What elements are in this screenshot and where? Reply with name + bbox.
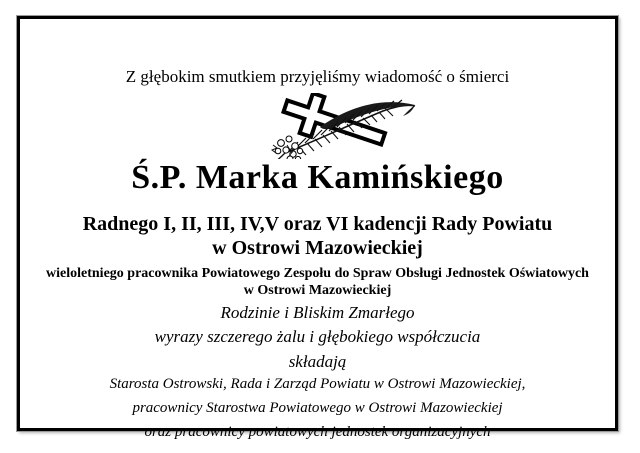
council-role-line-2: w Ostrowi Mazowieckiej: [212, 237, 423, 259]
employment-line-2: w Ostrowi Mazowieckiej: [243, 282, 392, 298]
condolence-expression-line: wyrazy szczerego żalu i głębokiego współczucia: [154, 327, 481, 347]
notice-border-frame: [17, 16, 618, 440]
condolence-verb-line: składają: [288, 351, 347, 371]
condolence-recipient-line: Rodzinie i Bliskim Zmarłego: [220, 303, 415, 322]
signatories-line-1: Starosta Ostrowski, Rada i Zarząd Powiatu w Ostrowi Mazowieckiej,: [109, 376, 526, 392]
intro-line: Z głębokim smutkiem przyjęliśmy wiadomość o śmierci: [125, 67, 510, 86]
signatories-block: [20, 372, 615, 444]
employment-line-1: wieloletniego pracownika Powiatowego Zespołu do Spraw Obsługi Jednostek Oświatowych: [46, 266, 589, 281]
employment-block: [20, 266, 615, 299]
cross-palm-icon: [265, 93, 417, 159]
signatories-line-3: oraz pracownicy powiatowych jednostek organizacyjnych: [144, 424, 491, 440]
deceased-name: Ś.P. Marka Kamińskiego: [131, 159, 504, 196]
council-role-line-1: Radnego I, II, III, IV,V oraz VI kadencji Rady Powiatu: [82, 213, 553, 235]
signatories-line-2: pracownicy Starostwa Powiatowego w Ostrowi Mazowieckiej: [132, 400, 503, 416]
council-role-block: [20, 212, 615, 260]
condolences-block: [20, 301, 615, 374]
